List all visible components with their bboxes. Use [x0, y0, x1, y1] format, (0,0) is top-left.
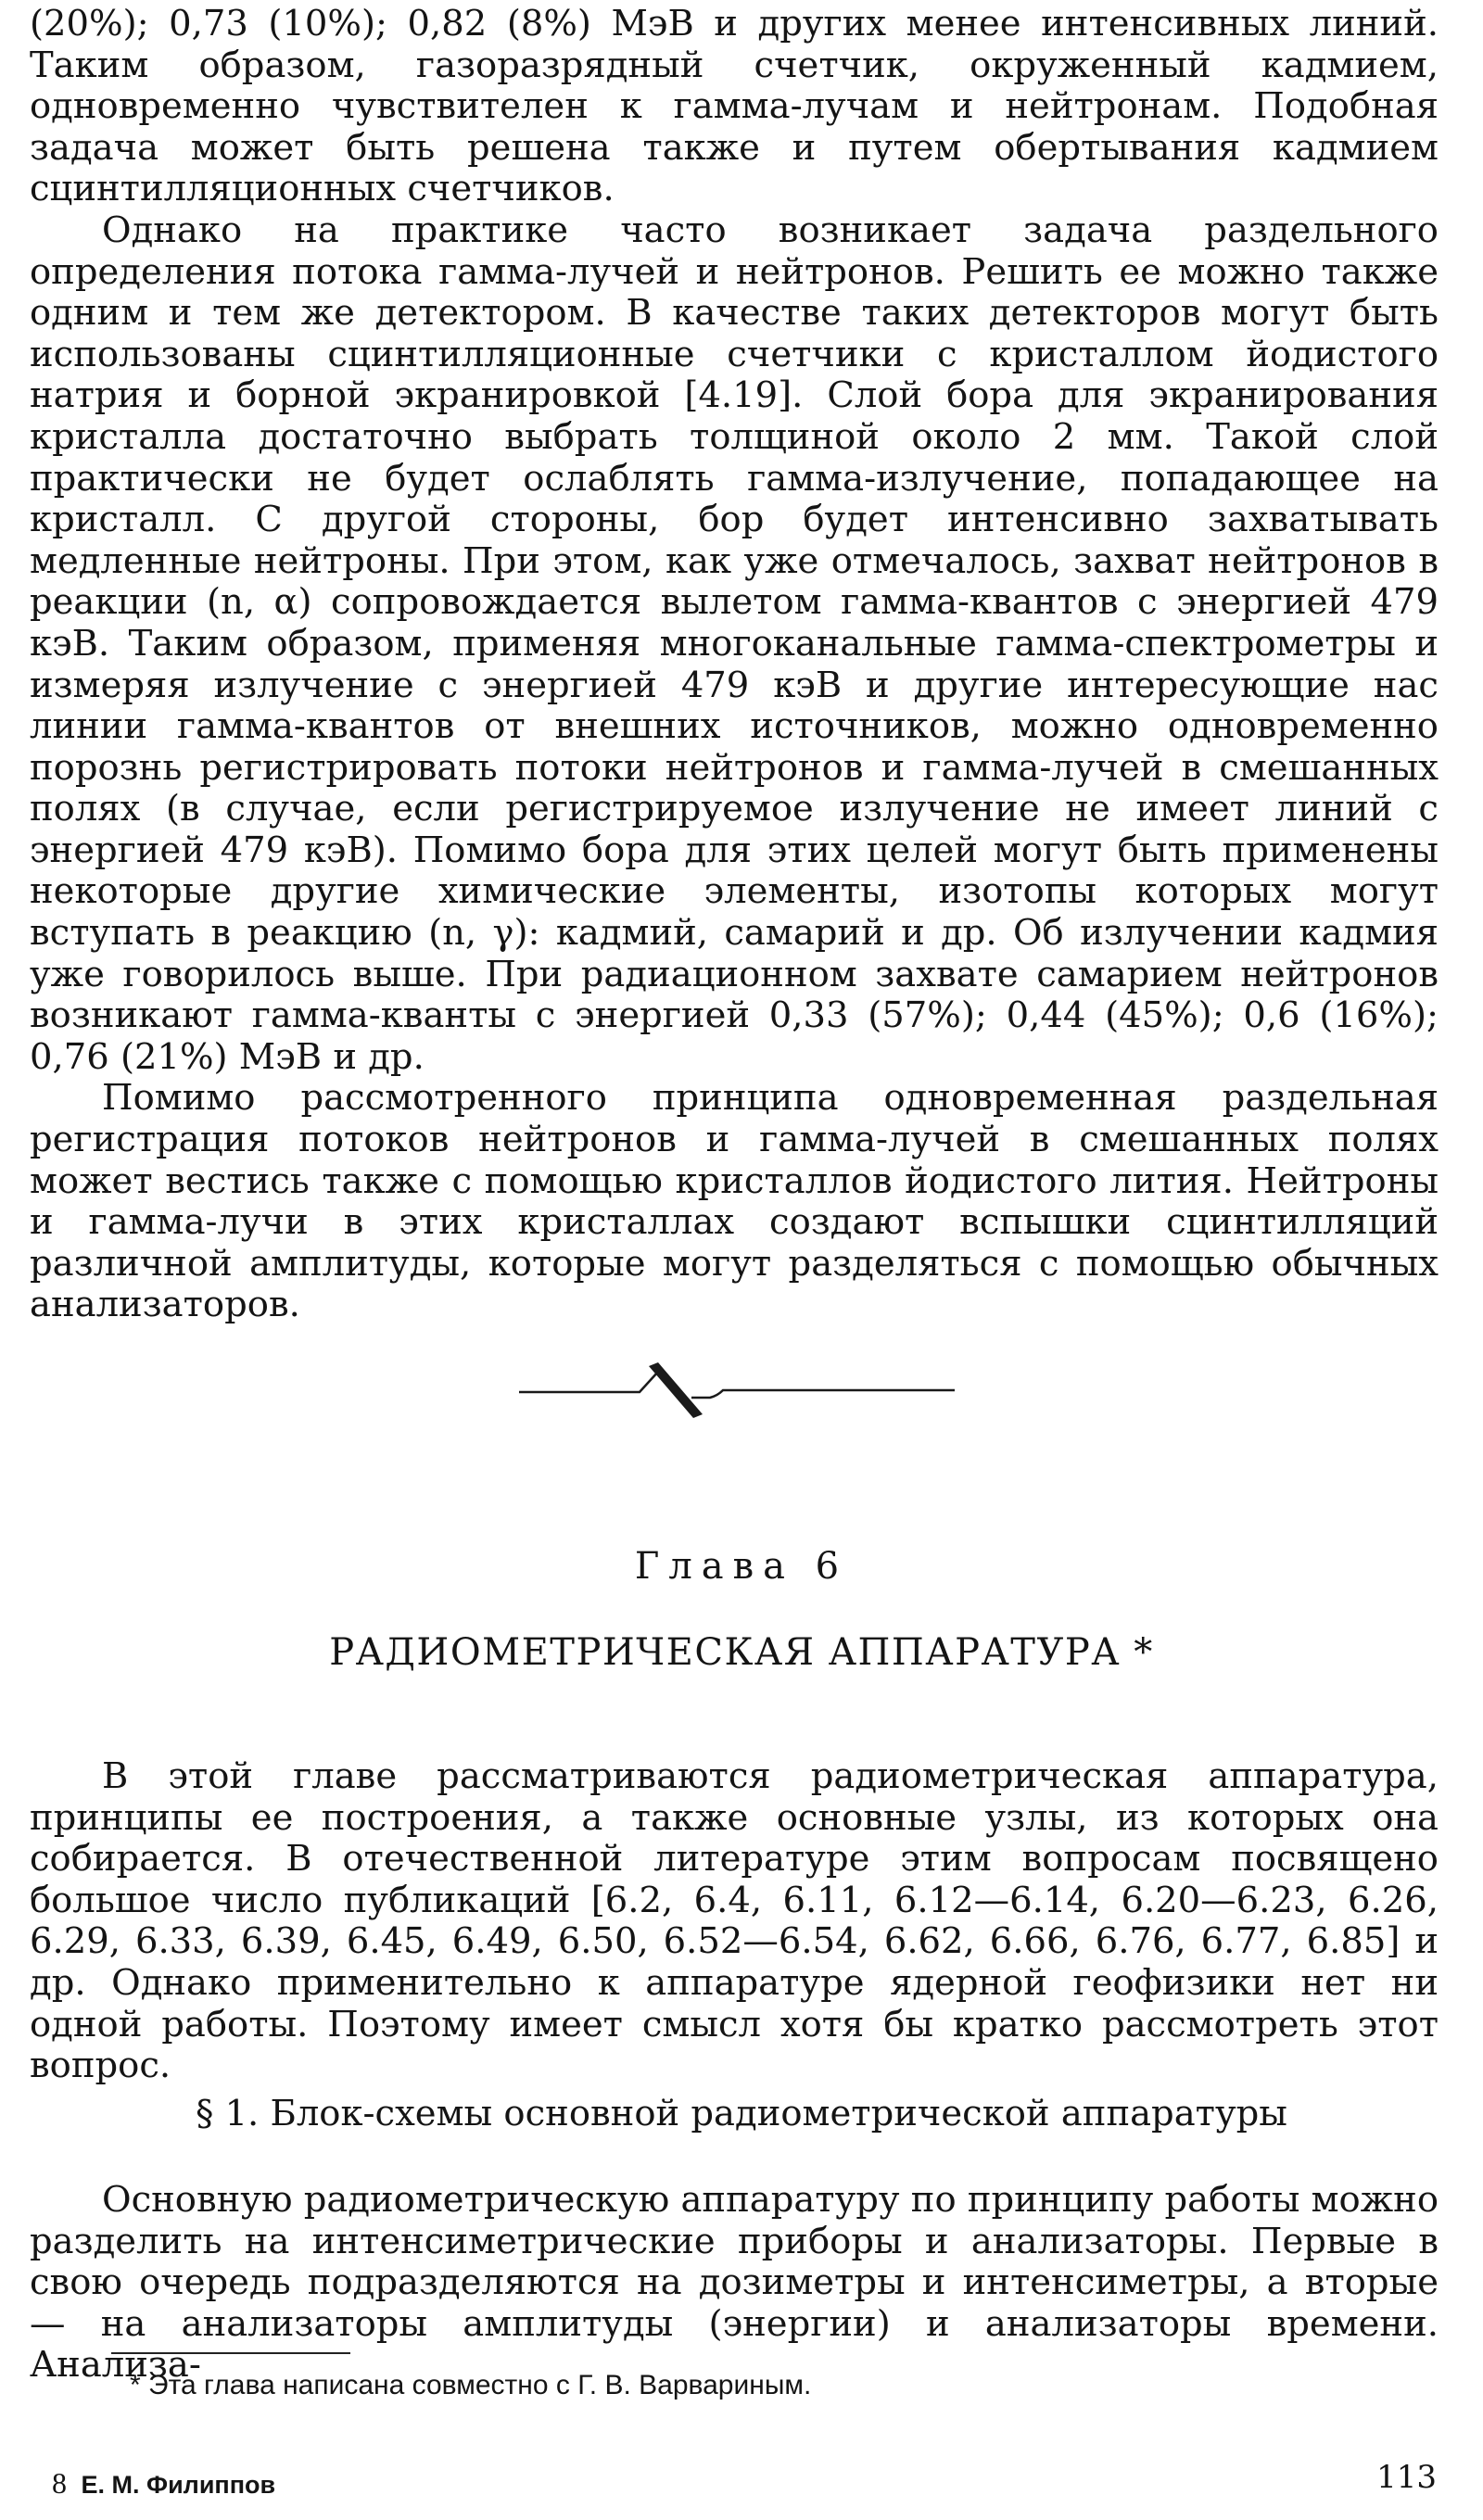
- chapter-title: РАДИОМЕТРИЧЕСКАЯ АППАРАТУРА *: [329, 1631, 1154, 1674]
- chapter-label: Глава 6: [634, 1545, 849, 1588]
- top-text-block: [30, 4, 1439, 1326]
- footnote-divider: [111, 2352, 350, 2354]
- footnote: * Эта глава написана совместно с Г. В. Варвариным.: [130, 2370, 812, 2400]
- chapter-intro-block: [30, 1756, 1439, 2087]
- section-heading: § 1. Блок-схемы основной радиометрической аппаратуры: [196, 2093, 1287, 2134]
- paragraph-continued: (20%); 0,73 (10%); 0,82 (8%) МэВ и других менее интенсивных линий. Таким образом, газоразрядный счетчик, окруженный кадмием, одновременно чувствителен к гамма-лучам и нейтронам. Подобная задача может быть решена также и путем обертывания кадмием сцинтилляционных счетчиков.: [30, 3, 1439, 210]
- chapter-divider-ornament: [519, 1353, 955, 1427]
- signature-author: Е. М. Филиппов: [81, 2471, 276, 2499]
- section-paragraph: Основную радиометрическую аппаратуру по принципу работы можно разделить на интенсиметрические приборы и анализаторы. Первые в свою очередь подразделяются на дозиметры и интенсиметры, а вторые — на анализаторы амплитуды (энергии) и анализаторы времени. Анализа-: [30, 2179, 1439, 2387]
- section-text-block: [30, 2180, 1439, 2387]
- paragraph-boron-shielding: Однако на практике часто возникает задача раздельного определения потока гамма-лучей и нейтронов. Решить ее можно также одним и тем же детектором. В качестве таких детекторов могут быть использованы сцинтилляционные счетчики с кристаллом йодистого натрия и борной экранировкой [4.19]. Слой бора для экранирования кристалла достаточно выбрать толщиной около 2 мм. Такой слой практически не будет ослаблять гамма-излучение, попадающее на кристалл. С другой стороны, бор будет интенсивно захватывать медленные нейтроны. При этом, как уже отмечалось, захват нейтронов в реакции (n, α) сопровождается вылетом гамма-квантов с энергией 479 кэВ. Таким образом, применяя многоканальные гамма-спектрометры и измеряя излучение с энергией 479 кэВ и другие интересующие нас линии гамма-квантов от внешних источников, можно одновременно порознь регистрировать потоки нейтронов и гамма-лучей в смешанных полях (в случае, если регистрируемое излучение не имеет линий с энергией 479 кэВ). Помимо бора для этих целей могут быть применены некоторые другие химические элементы, изотопы которых могут вступать в реакцию (n, γ): кадмий, самарий и др. Об излучении кадмия уже говорилось выше. При радиационном захвате самарием нейтронов возникают гамма-кванты с энергией 0,33 (57%); 0,44 (45%); 0,6 (16%); 0,76 (21%) МэВ и др.: [30, 209, 1439, 1078]
- signature-number: 8: [52, 2466, 67, 2500]
- page-number: 113: [1376, 2459, 1437, 2496]
- printer-signature: [52, 2466, 275, 2501]
- chapter-intro-paragraph: В этой главе рассматриваются радиометрическая аппаратура, принципы ее построения, а также основные узлы, из которых она собирается. В отечественной литературе этим вопросам посвящено большое число публикаций [6.2, 6.4, 6.11, 6.12—6.14, 6.20—6.23, 6.26, 6.29, 6.33, 6.39, 6.45, 6.49, 6.50, 6.52—6.54, 6.62, 6.66, 6.76, 6.77, 6.85] и др. Однако применительно к аппаратуре ядерной геофизики нет ни одной работы. Поэтому имеет смысл хотя бы кратко рассмотреть этот вопрос.: [30, 1755, 1439, 2087]
- paragraph-lithium-iodide: Помимо рассмотренного принципа одновременная раздельная регистрация потоков нейтронов и гамма-лучей в смешанных полях может вестись также с помощью кристаллов йодистого лития. Нейтроны и гамма-лучи в этих кристаллах создают вспышки сцинтилляций различной амплитуды, которые могут разделяться с помощью обычных анализаторов.: [30, 1077, 1439, 1326]
